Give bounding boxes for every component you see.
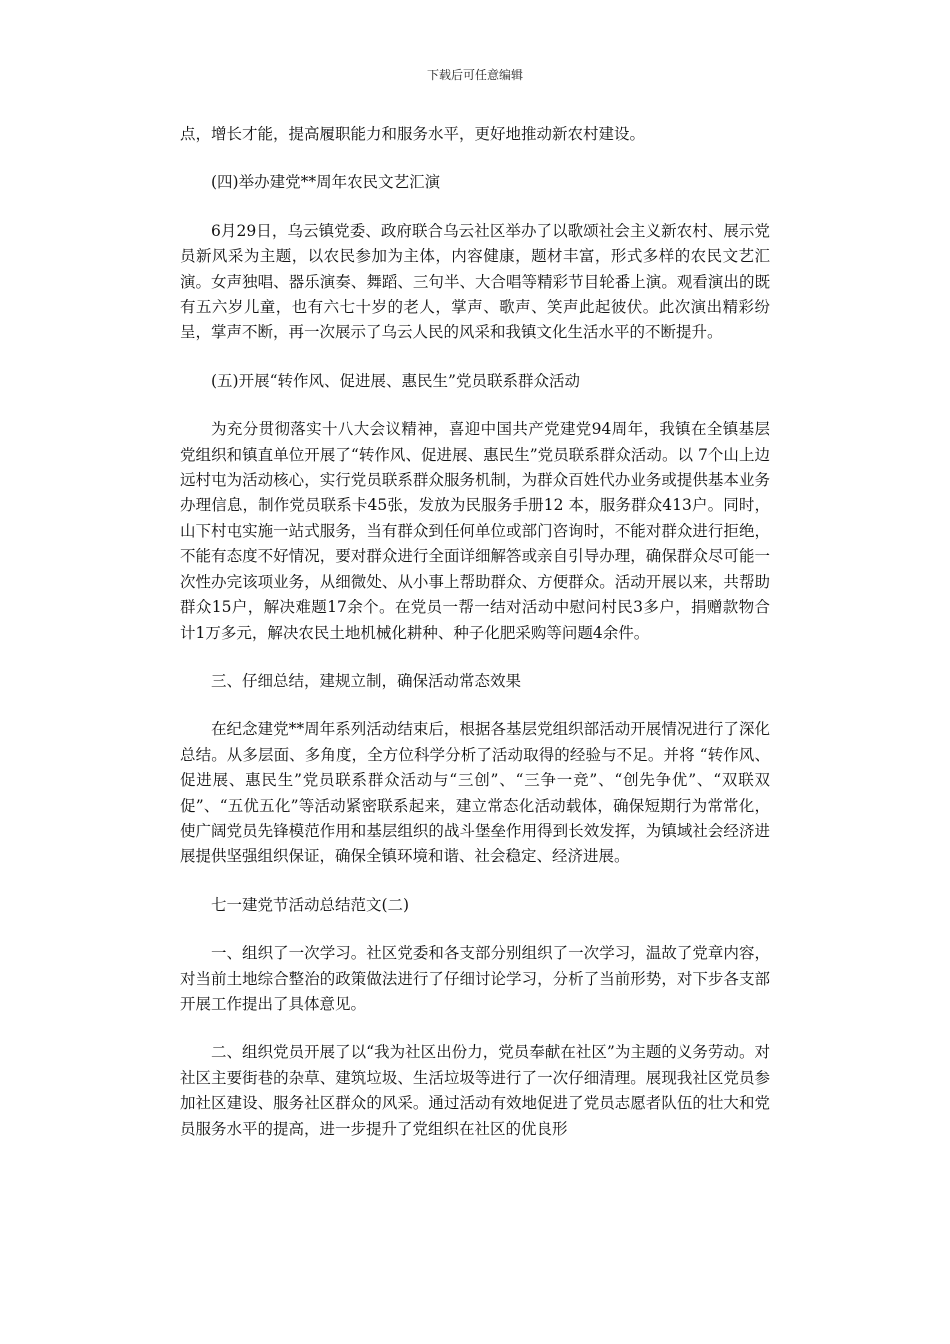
article-title: 七一建党节活动总结范文(二) <box>211 895 410 914</box>
paragraph: 6月29日，乌云镇党委、政府联合乌云社区举办了以歌颂社会主义新农村、展示党员新风采为主题，以农民参加为主体，内容健康，题材丰富，形式多样的农民文艺汇演。女声独唱、器乐演奏、舞蹈、三句半、大合唱等精彩节目轮番上演。观看演出的既有五六岁儿童，也有六七十岁的老人，掌声、歌声、笑声此起彼伏。此次演出精彩纷呈，掌声不断，再一次展示了乌云人民的风采和我镇文化生活水平的不断提升。 <box>180 221 770 342</box>
section-heading-5: (五)开展“转作风、促进展、惠民生”党员联系群众活动 <box>211 371 580 390</box>
paragraph: 二、组织党员开展了以“我为社区出份力，党员奉献在社区”为主题的义务劳动。对社区主要街巷的杂草、建筑垃圾、生活垃圾等进行了一次仔细清理。展现我社区党员参加社区建设、服务社区群众的风采。通过活动有效地促进了党员志愿者队伍的壮大和党员服务水平的提高，进一步提升了党组织在社区的优良形 <box>180 1043 770 1138</box>
document-body <box>180 122 770 1165</box>
section-heading-3: 三、仔细总结，建规立制，确保活动常态效果 <box>211 671 522 690</box>
paragraph: 一、组织了一次学习。社区党委和各支部分别组织了一次学习，温故了党章内容，对当前土地综合整治的政策做法进行了仔细讨论学习，分析了当前形势，对下步各支部开展工作提出了具体意见。 <box>180 944 770 1013</box>
paragraph: 在纪念建党**周年系列活动结束后，根据各基层党组织部活动开展情况进行了深化总结。从多层面、多角度，全方位科学分析了活动取得的经验与不足。并将 “转作风、促进展、惠民生”党员联系群众活动与“三创”、“三争一竞”、“创先争优”、“双联双促”、“五优五化”等活动紧密联系起来，建立常态化活动载体，确保短期行为常常化，使广阔党员先锋模范作用和基层组织的战斗堡垒作用得到长效发挥，为镇域社会经济进展提供坚强组织保证，确保全镇环境和谐、社会稳定、经济进展。 <box>180 720 770 866</box>
section-heading-4: (四)举办建党**周年农民文艺汇演 <box>211 173 441 192</box>
paragraph-continuation: 点，增长才能，提高履职能力和服务水平，更好地推动新农村建设。 <box>180 125 646 143</box>
page-header: 下载后可任意编辑 <box>426 68 523 82</box>
paragraph: 为充分贯彻落实十八大会议精神，喜迎中国共产党建党94周年，我镇在全镇基层党组织和镇直单位开展了“转作风、促进展、惠民生”党员联系群众活动。以 7个山上边远村屯为活动核心，实行党员联系群众服务机制，为群众百姓代办业务或提供基本业务办理信息，制作党员联系卡45张，发放为民服务手册12 本，服务群众413户。同时，山下村屯实施一站式服务，当有群众到任何单位或部门咨询时，不能对群众进行拒绝，不能有态度不好情况，要对群众进行全面详细解答或亲自引导办理，确保群众尽可能一次性办完该项业务，从细微处、从小事上帮助群众、方便群众。活动开展以来，共帮助群众15户，解决难题17余个。在党员一帮一结对活动中慰问村民3多户，捐赠款物合计1万多元，解决农民土地机械化耕种、种子化肥采购等问题4余件。 <box>180 420 770 642</box>
